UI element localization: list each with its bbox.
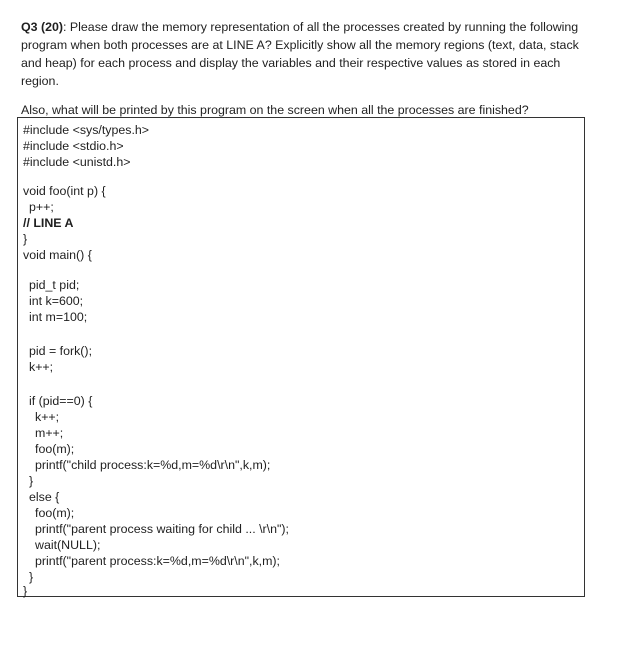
code-line-foo-close: } [23,232,28,246]
question-body: : Please draw the memory representation of all the processes created by running the following program when both processes are at LINE A? Explicitly show all the memory regions (text, data, stack and heap) for each process and display the variables and their respective values as stored in each region. [21,20,579,88]
code-line-if-close: } [29,474,34,488]
code-line-main-signature: void main() { [23,248,92,262]
code-listing [17,117,585,597]
code-line-child-foo-call: foo(m); [35,442,75,456]
code-line-include-unistd: #include <unistd.h> [23,155,131,169]
code-line-child-k-increment: k++; [35,410,60,424]
code-line-else-close: } [29,570,34,584]
code-line-wait-call: wait(NULL); [35,538,101,552]
code-line-else: else { [29,490,60,504]
code-line-child-m-increment: m++; [35,426,64,440]
code-line-k-decl: int k=600; [29,294,84,308]
code-line-parent-waiting-printf: printf("parent process waiting for child ... \r\n"); [35,522,289,536]
code-line-k-increment: k++; [29,360,54,374]
code-line-parent-printf: printf("parent process:k=%d,m=%d\r\n",k,m); [35,554,280,568]
question-paragraph-2: Also, what will be printed by this program on the screen when all the processes are finished? [21,103,529,117]
code-line-pid-decl: pid_t pid; [29,278,80,292]
code-line-m-decl: int m=100; [29,310,88,324]
code-line-line-a-comment: // LINE A [23,216,74,230]
code-line-child-printf: printf("child process:k=%d,m=%d\r\n",k,m); [35,458,271,472]
code-line-fork-call: pid = fork(); [29,344,93,358]
code-line-parent-foo-call: foo(m); [35,506,75,520]
question-label: Q3 (20) [21,20,64,34]
question-text [21,18,601,119]
code-line-if-child: if (pid==0) { [29,394,93,408]
code-line-include-types: #include <sys/types.h> [23,123,150,137]
code-line-main-close: } [23,584,28,598]
code-line-foo-signature: void foo(int p) { [23,184,106,198]
question-paragraph-1 [21,18,601,90]
code-line-include-stdio: #include <stdio.h> [23,139,124,153]
code-line-p-increment: p++; [29,200,54,214]
